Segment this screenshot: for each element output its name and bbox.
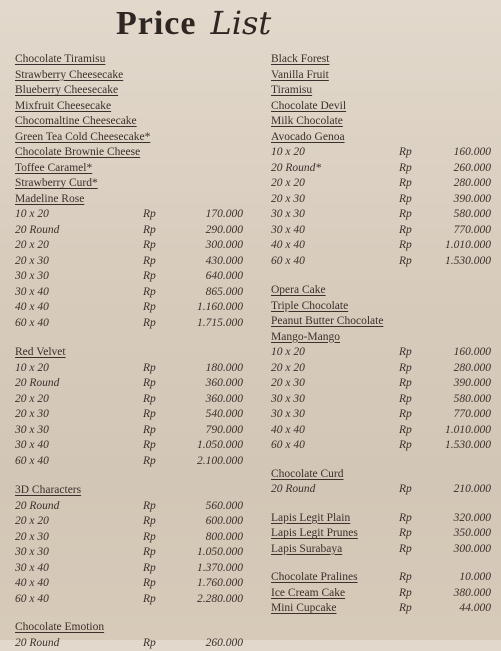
size-label: 20 Round xyxy=(15,376,115,392)
price-amount: 770.000 xyxy=(411,223,491,239)
price-row xyxy=(271,376,501,392)
currency-label: Rp xyxy=(143,316,163,332)
currency-label: Rp xyxy=(143,576,163,592)
product-name: Lapis Legit Plain xyxy=(271,511,350,527)
price-row xyxy=(15,269,245,285)
price-row xyxy=(15,300,245,316)
product-name: Ice Cream Cake xyxy=(271,586,345,602)
size-label: 20 Round xyxy=(15,636,115,651)
currency-label: Rp xyxy=(399,238,419,254)
size-label: 20 Round* xyxy=(271,161,371,177)
currency-label: Rp xyxy=(143,376,163,392)
currency-label: Rp xyxy=(143,407,163,423)
price-amount: 160.000 xyxy=(411,345,491,361)
price-row xyxy=(271,345,501,361)
currency-label: Rp xyxy=(143,285,163,301)
currency-label: Rp xyxy=(143,238,163,254)
price-amount: 280.000 xyxy=(411,361,491,377)
currency-label: Rp xyxy=(399,345,419,361)
price-row xyxy=(15,316,245,332)
price-amount: 44.000 xyxy=(411,601,491,617)
size-label: 20 x 20 xyxy=(15,514,115,530)
size-label: 30 x 30 xyxy=(15,545,115,561)
currency-label: Rp xyxy=(143,499,163,515)
price-amount: 560.000 xyxy=(163,499,243,515)
product-name: Mini Cupcake xyxy=(271,601,336,617)
cake-item: Tiramisu xyxy=(271,83,501,99)
left-column xyxy=(15,52,245,651)
size-label: 40 x 40 xyxy=(15,576,115,592)
price-row xyxy=(271,392,501,408)
price-amount: 390.000 xyxy=(411,192,491,208)
price-row xyxy=(15,592,245,608)
price-row xyxy=(15,238,245,254)
currency-label: Rp xyxy=(399,526,419,542)
price-row xyxy=(15,636,245,651)
price-amount: 1.760.000 xyxy=(163,576,243,592)
size-label: 20 x 20 xyxy=(15,238,115,254)
price-row xyxy=(271,254,501,270)
price-amount: 2.100.000 xyxy=(163,454,243,470)
price-row xyxy=(271,407,501,423)
size-label: 20 x 30 xyxy=(271,192,371,208)
price-amount: 320.000 xyxy=(411,511,491,527)
price-amount: 1.010.000 xyxy=(411,423,491,439)
price-amount: 390.000 xyxy=(411,376,491,392)
price-row xyxy=(15,223,245,239)
size-label: 10 x 20 xyxy=(15,207,115,223)
cake-item: Toffee Caramel* xyxy=(15,161,245,177)
spacer xyxy=(271,269,501,283)
price-row xyxy=(15,530,245,546)
cake-item: Mixfruit Cheesecake xyxy=(15,99,245,115)
price-row xyxy=(15,561,245,577)
currency-label: Rp xyxy=(143,438,163,454)
price-amount: 290.000 xyxy=(163,223,243,239)
size-label: 30 x 40 xyxy=(15,285,115,301)
price-row xyxy=(15,454,245,470)
price-amount: 800.000 xyxy=(163,530,243,546)
cake-item: Vanilla Fruit xyxy=(271,68,501,84)
price-row xyxy=(271,542,501,558)
price-row xyxy=(15,254,245,270)
currency-label: Rp xyxy=(399,438,419,454)
spacer xyxy=(271,557,501,570)
cake-item: Chocolate Tiramisu xyxy=(15,52,245,68)
price-amount: 640.000 xyxy=(163,269,243,285)
product-name: Lapis Surabaya xyxy=(271,542,342,558)
cake-item: Chocolate Devil xyxy=(271,99,501,115)
price-amount: 1.370.000 xyxy=(163,561,243,577)
cake-item: Blueberry Cheesecake xyxy=(15,83,245,99)
title-word-price: Price xyxy=(116,5,197,42)
price-row xyxy=(271,438,501,454)
size-label: 40 x 40 xyxy=(271,423,371,439)
price-amount: 170.000 xyxy=(163,207,243,223)
cake-item: Strawberry Curd* xyxy=(15,176,245,192)
size-label: 30 x 30 xyxy=(271,392,371,408)
section-heading: Chocolate Curd xyxy=(271,467,501,483)
cake-item: Opera Cake xyxy=(271,283,501,299)
size-label: 60 x 40 xyxy=(271,438,371,454)
size-label: 60 x 40 xyxy=(271,254,371,270)
currency-label: Rp xyxy=(399,511,419,527)
price-amount: 360.000 xyxy=(163,376,243,392)
price-row xyxy=(15,376,245,392)
right-column xyxy=(271,52,501,617)
price-amount: 770.000 xyxy=(411,407,491,423)
size-label: 30 x 30 xyxy=(15,423,115,439)
cake-item: Chocomaltine Cheesecake xyxy=(15,114,245,130)
currency-label: Rp xyxy=(143,392,163,408)
currency-label: Rp xyxy=(399,254,419,270)
price-row xyxy=(15,361,245,377)
price-amount: 1.010.000 xyxy=(411,238,491,254)
currency-label: Rp xyxy=(399,207,419,223)
price-amount: 380.000 xyxy=(411,586,491,602)
size-label: 20 x 30 xyxy=(15,407,115,423)
cake-item: Chocolate Brownie Cheese xyxy=(15,145,245,161)
currency-label: Rp xyxy=(143,545,163,561)
cake-item: Avocado Genoa xyxy=(271,130,501,146)
price-amount: 10.000 xyxy=(411,570,491,586)
price-amount: 1.050.000 xyxy=(163,438,243,454)
price-amount: 160.000 xyxy=(411,145,491,161)
price-amount: 1.530.000 xyxy=(411,438,491,454)
price-row xyxy=(271,192,501,208)
price-row xyxy=(271,223,501,239)
price-row xyxy=(15,438,245,454)
cake-item: Madeline Rose xyxy=(15,192,245,208)
price-row xyxy=(15,514,245,530)
price-row xyxy=(15,576,245,592)
cake-item: Green Tea Cold Cheesecake* xyxy=(15,130,245,146)
cake-item: Triple Chocolate xyxy=(271,299,501,315)
price-row xyxy=(15,392,245,408)
price-row xyxy=(15,423,245,439)
section-heading: Chocolate Emotion xyxy=(15,620,245,636)
size-label: 30 x 30 xyxy=(271,407,371,423)
size-label: 10 x 20 xyxy=(15,361,115,377)
size-label: 20 x 30 xyxy=(271,376,371,392)
price-row xyxy=(15,285,245,301)
price-amount: 600.000 xyxy=(163,514,243,530)
price-row xyxy=(271,586,501,602)
size-label: 20 Round xyxy=(15,499,115,515)
size-label: 30 x 30 xyxy=(271,207,371,223)
size-label: 40 x 40 xyxy=(15,300,115,316)
price-row xyxy=(271,526,501,542)
price-amount: 2.280.000 xyxy=(163,592,243,608)
currency-label: Rp xyxy=(143,361,163,377)
size-label: 10 x 20 xyxy=(271,345,371,361)
price-amount: 430.000 xyxy=(163,254,243,270)
currency-label: Rp xyxy=(143,254,163,270)
currency-label: Rp xyxy=(143,592,163,608)
size-label: 20 x 20 xyxy=(271,176,371,192)
size-label: 20 x 30 xyxy=(15,530,115,546)
size-label: 30 x 40 xyxy=(15,438,115,454)
spacer xyxy=(15,607,245,620)
currency-label: Rp xyxy=(143,269,163,285)
currency-label: Rp xyxy=(143,300,163,316)
price-amount: 260.000 xyxy=(411,161,491,177)
size-label: 20 Round xyxy=(271,482,371,498)
page-title xyxy=(116,4,271,44)
price-amount: 865.000 xyxy=(163,285,243,301)
currency-label: Rp xyxy=(399,223,419,239)
price-amount: 300.000 xyxy=(411,542,491,558)
currency-label: Rp xyxy=(399,482,419,498)
price-row xyxy=(271,145,501,161)
currency-label: Rp xyxy=(143,514,163,530)
size-label: 60 x 40 xyxy=(15,454,115,470)
price-amount: 790.000 xyxy=(163,423,243,439)
price-row xyxy=(271,570,501,586)
currency-label: Rp xyxy=(399,601,419,617)
price-row xyxy=(271,482,501,498)
currency-label: Rp xyxy=(399,361,419,377)
price-row xyxy=(15,499,245,515)
currency-label: Rp xyxy=(399,542,419,558)
price-amount: 360.000 xyxy=(163,392,243,408)
price-row xyxy=(15,207,245,223)
title-word-list: List xyxy=(211,4,272,42)
currency-label: Rp xyxy=(143,454,163,470)
size-label: 30 x 40 xyxy=(15,561,115,577)
price-amount: 180.000 xyxy=(163,361,243,377)
price-amount: 1.050.000 xyxy=(163,545,243,561)
price-row xyxy=(15,545,245,561)
currency-label: Rp xyxy=(143,223,163,239)
currency-label: Rp xyxy=(143,423,163,439)
price-amount: 580.000 xyxy=(411,207,491,223)
cake-item: Strawberry Cheesecake xyxy=(15,68,245,84)
size-label: 10 x 20 xyxy=(271,145,371,161)
currency-label: Rp xyxy=(399,192,419,208)
price-row xyxy=(271,423,501,439)
size-label: 30 x 40 xyxy=(271,223,371,239)
size-label: 20 Round xyxy=(15,223,115,239)
section-heading: 3D Characters xyxy=(15,483,245,499)
cake-item: Black Forest xyxy=(271,52,501,68)
price-amount: 1.160.000 xyxy=(163,300,243,316)
currency-label: Rp xyxy=(399,570,419,586)
size-label: 60 x 40 xyxy=(15,316,115,332)
price-amount: 350.000 xyxy=(411,526,491,542)
currency-label: Rp xyxy=(143,636,163,651)
price-amount: 260.000 xyxy=(163,636,243,651)
price-amount: 300.000 xyxy=(163,238,243,254)
currency-label: Rp xyxy=(399,376,419,392)
currency-label: Rp xyxy=(399,586,419,602)
price-row xyxy=(271,207,501,223)
currency-label: Rp xyxy=(143,530,163,546)
currency-label: Rp xyxy=(399,176,419,192)
size-label: 20 x 30 xyxy=(15,254,115,270)
price-row xyxy=(15,407,245,423)
price-amount: 540.000 xyxy=(163,407,243,423)
currency-label: Rp xyxy=(143,561,163,577)
size-label: 20 x 20 xyxy=(15,392,115,408)
section-heading: Red Velvet xyxy=(15,345,245,361)
currency-label: Rp xyxy=(143,207,163,223)
spacer xyxy=(271,498,501,511)
cake-item: Mango-Mango xyxy=(271,330,501,346)
price-row xyxy=(271,601,501,617)
price-row xyxy=(271,511,501,527)
size-label: 40 x 40 xyxy=(271,238,371,254)
price-amount: 1.530.000 xyxy=(411,254,491,270)
spacer xyxy=(15,469,245,483)
spacer xyxy=(271,454,501,467)
price-amount: 210.000 xyxy=(411,482,491,498)
price-amount: 1.715.000 xyxy=(163,316,243,332)
product-name: Chocolate Pralines xyxy=(271,570,358,586)
currency-label: Rp xyxy=(399,423,419,439)
cake-item: Milk Chocolate xyxy=(271,114,501,130)
price-row xyxy=(271,161,501,177)
currency-label: Rp xyxy=(399,145,419,161)
currency-label: Rp xyxy=(399,161,419,177)
spacer xyxy=(15,331,245,345)
price-amount: 280.000 xyxy=(411,176,491,192)
cake-item: Peanut Butter Chocolate xyxy=(271,314,501,330)
size-label: 30 x 30 xyxy=(15,269,115,285)
product-name: Lapis Legit Prunes xyxy=(271,526,358,542)
size-label: 60 x 40 xyxy=(15,592,115,608)
price-amount: 580.000 xyxy=(411,392,491,408)
size-label: 20 x 20 xyxy=(271,361,371,377)
currency-label: Rp xyxy=(399,407,419,423)
price-row xyxy=(271,176,501,192)
currency-label: Rp xyxy=(399,392,419,408)
price-row xyxy=(271,238,501,254)
price-row xyxy=(271,361,501,377)
